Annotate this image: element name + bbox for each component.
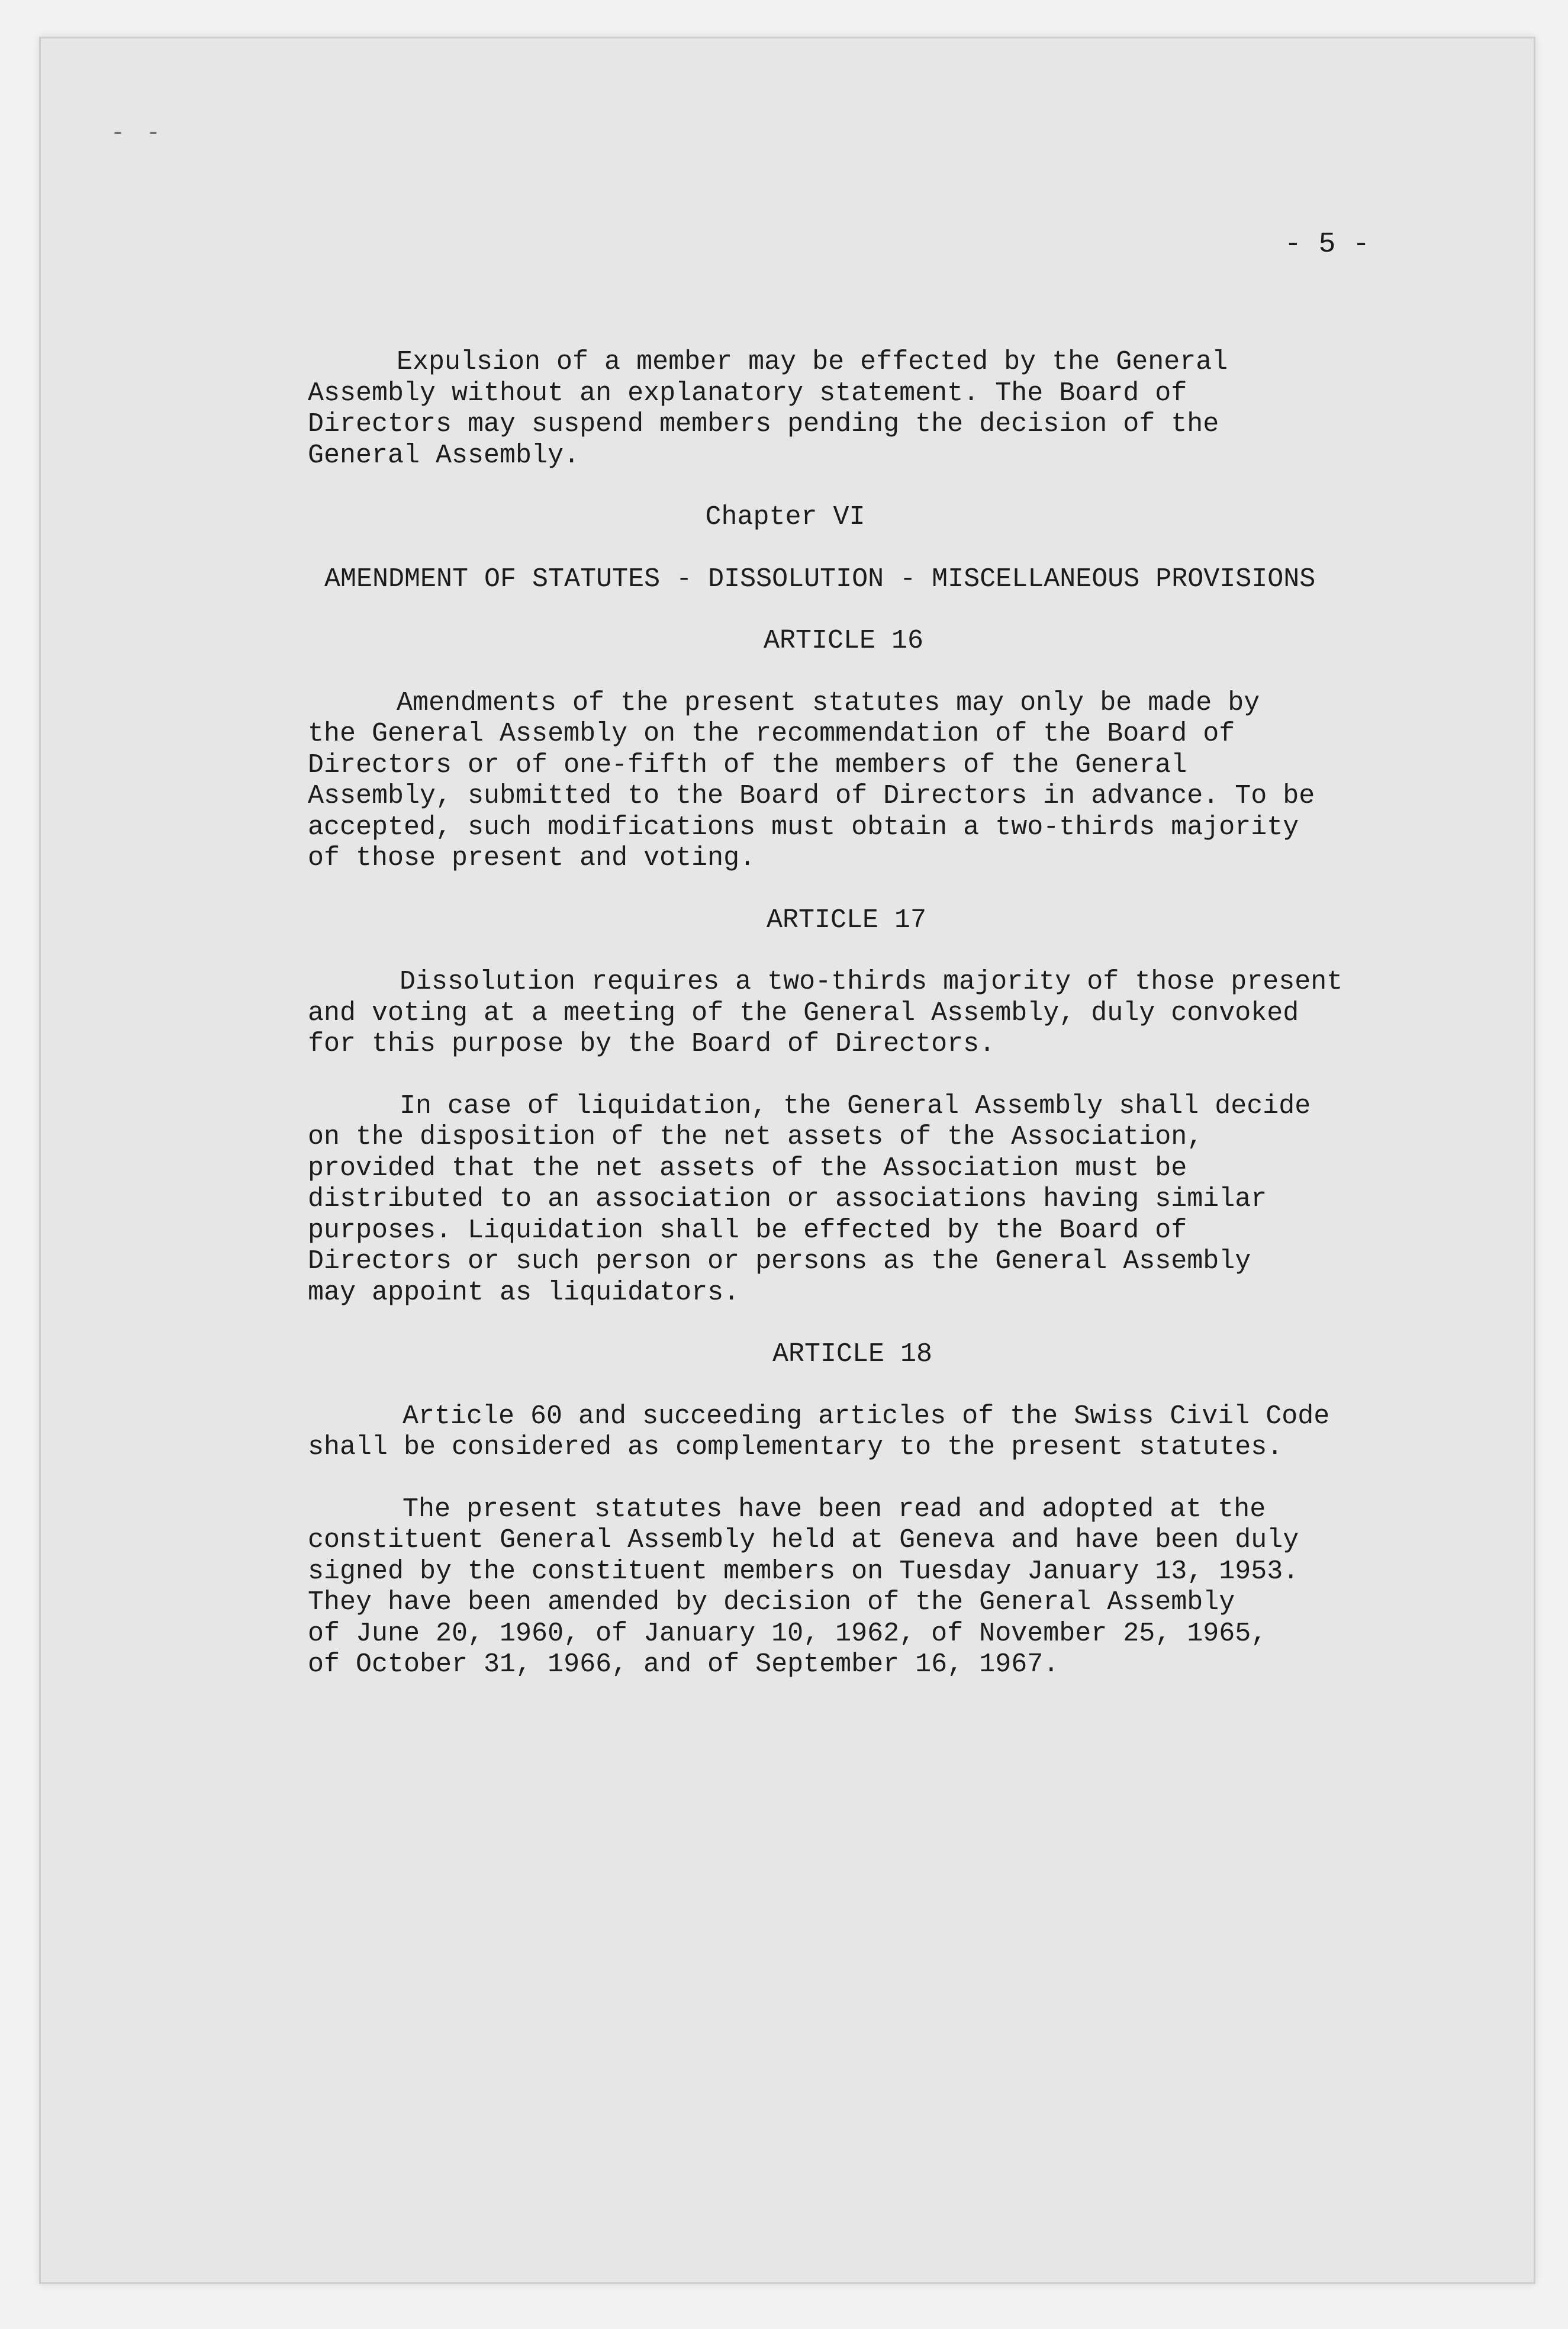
article-17-paragraph-2	[308, 1091, 1492, 1309]
text-line: Expulsion of a member may be effected by the General	[397, 347, 1228, 377]
text-line: Dissolution requires a two-thirds majority of those present	[400, 967, 1343, 997]
text-line: Directors or of one-fifth of the members of the General	[308, 749, 1187, 780]
text-line: Assembly without an explanatory statement. The Board of	[308, 378, 1187, 408]
article-18-paragraph-1	[308, 1401, 1492, 1463]
text-line: the General Assembly on the recommendation of the Board of	[308, 719, 1235, 749]
document-body	[308, 347, 1492, 1681]
article-16-paragraph	[308, 688, 1492, 874]
chapter-heading: Chapter VI	[705, 502, 865, 532]
text-line: General Assembly.	[308, 440, 580, 471]
chapter-subtitle: AMENDMENT OF STATUTES - DISSOLUTION - MISCELLANEOUS PROVISIONS	[324, 564, 1316, 594]
text-line: signed by the constituent members on Tuesday January 13, 1953.	[308, 1556, 1299, 1587]
article-18-paragraph-2	[308, 1494, 1492, 1681]
article-17-heading: ARTICLE 17	[767, 905, 927, 935]
text-line: of June 20, 1960, of January 10, 1962, of November 25, 1965,	[308, 1618, 1267, 1649]
text-line: In case of liquidation, the General Assembly shall decide	[400, 1090, 1311, 1121]
text-line: Article 60 and succeeding articles of the Swiss Civil Code	[403, 1401, 1330, 1432]
text-line: purposes. Liquidation shall be effected by the Board of	[308, 1215, 1187, 1246]
text-line: Directors may suspend members pending the decision of the	[308, 409, 1219, 439]
text-line: and voting at a meeting of the General Assembly, duly convoked	[308, 998, 1299, 1028]
page-number: - 5 -	[1284, 229, 1370, 260]
text-line: on the disposition of the net assets of the Association,	[308, 1122, 1203, 1152]
text-line: Amendments of the present statutes may only be made by	[397, 687, 1260, 718]
expulsion-paragraph	[308, 347, 1492, 471]
article-16-heading: ARTICLE 16	[764, 626, 924, 656]
text-line: distributed to an association or associations having similar	[308, 1184, 1267, 1214]
text-line: for this purpose by the Board of Directors.	[308, 1029, 996, 1059]
article-17-paragraph-1	[308, 967, 1492, 1060]
text-line: provided that the net assets of the Association must be	[308, 1153, 1187, 1183]
text-line: of those present and voting.	[308, 843, 756, 873]
scan-marks: - -	[111, 120, 165, 147]
text-line: constituent General Assembly held at Geneva and have been duly	[308, 1525, 1299, 1555]
text-line: may appoint as liquidators.	[308, 1277, 740, 1308]
text-line: Assembly, submitted to the Board of Directors in advance. To be	[308, 781, 1315, 811]
article-18-heading: ARTICLE 18	[772, 1339, 933, 1369]
text-line: shall be considered as complementary to the present statutes.	[308, 1432, 1283, 1462]
text-line: of October 31, 1966, and of September 16, 1967.	[308, 1649, 1060, 1680]
text-line: The present statutes have been read and adopted at the	[403, 1494, 1266, 1524]
text-line: Directors or such person or persons as the General Assembly	[308, 1246, 1251, 1276]
text-line: accepted, such modifications must obtain a two-thirds majority	[308, 812, 1299, 842]
text-line: They have been amended by decision of the General Assembly	[308, 1587, 1235, 1617]
